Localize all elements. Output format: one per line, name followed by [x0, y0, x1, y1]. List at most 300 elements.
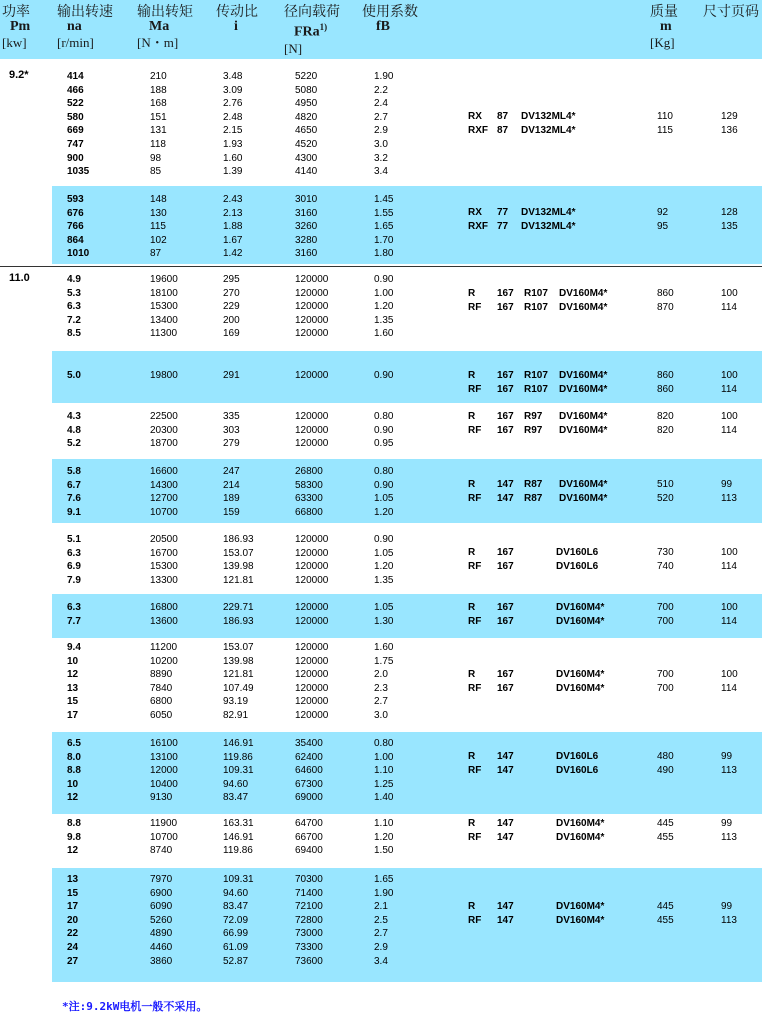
- header-speed-unit: [r/min]: [57, 35, 94, 50]
- cell-fb: 1.20: [374, 561, 394, 573]
- header-power-label: 功率: [2, 3, 30, 19]
- footnote: *注:9.2kW电机一般不采用。: [62, 1000, 208, 1013]
- cell-ma: 6900: [150, 887, 173, 899]
- cell-fr: 120000: [295, 547, 329, 559]
- model-type: R: [468, 602, 476, 613]
- cell-fr: 70300: [295, 874, 323, 885]
- model-type: RXF: [468, 220, 488, 232]
- cell-fb: 1.00: [374, 751, 394, 763]
- cell-ma: 9130: [150, 792, 173, 804]
- cell-na: 8.5: [67, 328, 81, 340]
- cell-ma: 18100: [150, 287, 178, 299]
- page-ref: 114: [721, 424, 737, 436]
- cell-i: 270: [223, 287, 240, 299]
- cell-fb: 1.65: [374, 221, 394, 233]
- cell-ma: 13600: [150, 615, 178, 627]
- cell-i: 121.81: [223, 574, 254, 586]
- cell-fb: 1.90: [374, 887, 394, 899]
- cell-fb: 1.00: [374, 287, 394, 299]
- cell-i: 94.60: [223, 887, 249, 899]
- cell-fr: 69000: [295, 792, 323, 804]
- cell-ma: 168: [150, 98, 167, 110]
- cell-fr: 73300: [295, 942, 323, 953]
- model-type: RF: [468, 301, 482, 313]
- motor-type: DV160M4*: [556, 602, 605, 613]
- cell-fr: 62400: [295, 751, 323, 763]
- cell-i: 214: [223, 479, 240, 491]
- cell-ma: 10200: [150, 655, 178, 667]
- cell-na: 676: [67, 207, 84, 219]
- cell-ma: 15300: [150, 561, 178, 573]
- model-stage: R107: [524, 370, 548, 381]
- cell-na: 6.3: [67, 301, 81, 313]
- cell-ma: 4890: [150, 928, 173, 940]
- cell-fr: 3260: [295, 221, 318, 233]
- mass-value: 490: [657, 764, 674, 776]
- model-type: R: [468, 288, 476, 299]
- cell-fb: 1.60: [374, 642, 394, 653]
- cell-fr: 4140: [295, 166, 318, 178]
- motor-type: DV160M4*: [559, 288, 608, 299]
- cell-ma: 13300: [150, 574, 178, 586]
- cell-fr: 63300: [295, 493, 323, 505]
- cell-fb: 2.5: [374, 914, 388, 926]
- model-stage: R107: [524, 288, 548, 299]
- cell-ma: 18700: [150, 438, 178, 450]
- motor-type: DV160M4*: [556, 831, 605, 843]
- page-ref: 114: [721, 682, 737, 694]
- page-ref: 100: [721, 411, 738, 422]
- cell-ma: 10700: [150, 831, 178, 843]
- cell-i: 303: [223, 424, 240, 436]
- cell-fr: 64600: [295, 765, 323, 777]
- cell-fb: 0.95: [374, 438, 394, 450]
- mass-value: 730: [657, 547, 674, 558]
- cell-ma: 12700: [150, 493, 178, 505]
- model-size: 77: [497, 220, 509, 232]
- page-ref: 100: [721, 547, 738, 558]
- model-type: RF: [468, 383, 482, 395]
- cell-i: 139.98: [223, 561, 254, 573]
- cell-ma: 11300: [150, 328, 178, 340]
- header-page: [703, 3, 759, 19]
- cell-fb: 0.90: [374, 424, 394, 436]
- cell-na: 17: [67, 901, 79, 913]
- cell-na: 4.8: [67, 424, 81, 436]
- model-type: RF: [468, 764, 482, 776]
- cell-i: 94.60: [223, 778, 249, 790]
- cell-i: 72.09: [223, 914, 249, 926]
- cell-na: 20: [67, 914, 79, 926]
- cell-i: 1.39: [223, 166, 243, 178]
- cell-fr: 66800: [295, 506, 323, 518]
- cell-ma: 14300: [150, 479, 178, 491]
- page-ref: 113: [721, 831, 737, 843]
- cell-ma: 5260: [150, 914, 173, 926]
- model-type: RF: [468, 560, 482, 572]
- model-size: 147: [497, 818, 514, 829]
- cell-fr: 4300: [295, 152, 318, 164]
- cell-na: 12: [67, 792, 79, 804]
- page-ref: 129: [721, 111, 738, 122]
- cell-na: 8.8: [67, 818, 81, 829]
- cell-fb: 1.10: [374, 765, 394, 777]
- motor-type: DV160M4*: [556, 901, 605, 912]
- page-ref: 114: [721, 383, 737, 395]
- model-stage: R97: [524, 424, 543, 436]
- cell-na: 669: [67, 125, 84, 137]
- cell-i: 3.09: [223, 84, 243, 96]
- cell-fb: 1.55: [374, 207, 394, 219]
- cell-i: 82.91: [223, 710, 249, 721]
- motor-type: DV160M4*: [559, 383, 608, 395]
- mass-value: 860: [657, 370, 674, 381]
- cell-fr: 4520: [295, 139, 318, 150]
- cell-fb: 0.80: [374, 411, 394, 422]
- model-size: 167: [497, 602, 514, 613]
- cell-fb: 1.20: [374, 831, 394, 843]
- cell-i: 61.09: [223, 942, 249, 953]
- cell-fb: 0.80: [374, 466, 394, 477]
- cell-i: 93.19: [223, 696, 249, 708]
- cell-i: 109.31: [223, 765, 254, 777]
- cell-fr: 120000: [295, 370, 329, 381]
- cell-fr: 3160: [295, 248, 318, 260]
- cell-fr: 69400: [295, 845, 323, 857]
- header-power-unit: [kw]: [2, 35, 27, 50]
- cell-fr: 120000: [295, 710, 329, 721]
- model-size: 147: [497, 764, 514, 776]
- motor-type: DV160M4*: [559, 370, 608, 381]
- model-size: 167: [497, 615, 514, 627]
- header-mass: [650, 3, 678, 51]
- header-ratio: [216, 3, 258, 35]
- page-ref: 113: [721, 914, 737, 926]
- cell-i: 66.99: [223, 928, 249, 940]
- motor-type: DV160L6: [556, 547, 599, 558]
- model-type: R: [468, 901, 476, 912]
- cell-fr: 120000: [295, 424, 329, 436]
- mass-value: 860: [657, 383, 674, 395]
- motor-type: DV160L6: [556, 764, 599, 776]
- cell-fb: 3.0: [374, 139, 388, 150]
- cell-ma: 16600: [150, 466, 178, 477]
- cell-fb: 1.80: [374, 248, 394, 260]
- mass-value: 700: [657, 669, 674, 680]
- model-size: 167: [497, 411, 514, 422]
- cell-i: 119.86: [223, 751, 253, 763]
- cell-ma: 118: [150, 139, 166, 150]
- model-type: RXF: [468, 124, 488, 136]
- motor-type: DV160M4*: [559, 301, 608, 313]
- cell-i: 229.71: [223, 602, 254, 613]
- cell-na: 5.2: [67, 438, 81, 450]
- cell-na: 466: [67, 84, 84, 96]
- cell-i: 229: [223, 301, 240, 313]
- page-ref: 114: [721, 615, 737, 627]
- cell-fr: 120000: [295, 314, 329, 326]
- cell-ma: 6050: [150, 710, 173, 721]
- cell-i: 200: [223, 314, 240, 326]
- cell-na: 580: [67, 111, 84, 123]
- cell-fr: 5220: [295, 71, 318, 82]
- page-ref: 113: [721, 492, 737, 504]
- cell-i: 3.48: [223, 71, 243, 82]
- cell-ma: 12000: [150, 765, 178, 777]
- cell-ma: 8740: [150, 845, 173, 857]
- cell-fr: 120000: [295, 301, 329, 313]
- cell-fb: 1.35: [374, 314, 394, 326]
- header-load-label: 径向载荷: [284, 3, 340, 19]
- model-size: 167: [497, 424, 514, 436]
- cell-i: 159: [223, 506, 240, 518]
- cell-fr: 120000: [295, 274, 329, 285]
- page-ref: 99: [721, 901, 733, 912]
- motor-type: DV160M4*: [559, 411, 608, 422]
- motor-type: DV160M4*: [559, 479, 608, 490]
- cell-na: 7.9: [67, 574, 81, 586]
- power-value: 11.0: [9, 272, 30, 284]
- cell-fr: 120000: [295, 328, 329, 340]
- model-size: 147: [497, 751, 514, 762]
- model-type: RX: [468, 111, 482, 122]
- cell-na: 414: [67, 71, 84, 82]
- motor-type: DV160M4*: [559, 424, 608, 436]
- cell-i: 83.47: [223, 901, 249, 913]
- cell-fb: 2.7: [374, 111, 388, 123]
- cell-fb: 2.9: [374, 125, 388, 137]
- model-type: RF: [468, 682, 482, 694]
- cell-i: 146.91: [223, 831, 254, 843]
- mass-value: 445: [657, 901, 674, 912]
- mass-value: 820: [657, 424, 674, 436]
- cell-fb: 1.90: [374, 71, 394, 82]
- cell-fb: 2.9: [374, 942, 388, 953]
- cell-i: 335: [223, 411, 240, 422]
- model-size: 167: [497, 301, 514, 313]
- cell-na: 15: [67, 887, 79, 899]
- cell-fb: 1.05: [374, 493, 394, 505]
- header-torque-label: 输出转矩: [137, 3, 193, 19]
- cell-i: 107.49: [223, 682, 254, 694]
- header-torque: [137, 3, 193, 51]
- cell-ma: 15300: [150, 301, 178, 313]
- cell-na: 1035: [67, 166, 90, 178]
- cell-na: 6.5: [67, 738, 81, 749]
- cell-fb: 1.10: [374, 818, 394, 829]
- motor-type: DV160M4*: [556, 615, 605, 627]
- cell-fb: 1.05: [374, 547, 394, 559]
- cell-i: 291: [223, 370, 240, 381]
- model-size: 167: [497, 370, 514, 381]
- mass-value: 480: [657, 751, 674, 762]
- cell-fr: 35400: [295, 738, 323, 749]
- header-factor: [362, 3, 418, 35]
- cell-ma: 6090: [150, 901, 173, 913]
- cell-i: 1.93: [223, 139, 243, 150]
- cell-i: 2.76: [223, 98, 243, 110]
- mass-value: 95: [657, 220, 669, 232]
- cell-na: 747: [67, 139, 84, 150]
- cell-i: 119.86: [223, 845, 253, 857]
- mass-value: 110: [657, 111, 673, 122]
- cell-ma: 7970: [150, 874, 173, 885]
- cell-ma: 188: [150, 84, 167, 96]
- cell-na: 593: [67, 194, 84, 205]
- mass-value: 740: [657, 560, 674, 572]
- cell-fb: 2.1: [374, 901, 388, 913]
- section-divider: [0, 266, 762, 267]
- cell-fr: 73600: [295, 955, 323, 967]
- motor-type: DV160M4*: [556, 669, 605, 680]
- cell-na: 7.2: [67, 314, 81, 326]
- model-size: 87: [497, 111, 509, 122]
- cell-i: 153.07: [223, 547, 254, 559]
- cell-fb: 1.45: [374, 194, 394, 205]
- model-stage: R87: [524, 479, 543, 490]
- cell-na: 10: [67, 778, 79, 790]
- cell-fb: 3.4: [374, 166, 388, 178]
- motor-type: DV132ML4*: [521, 111, 576, 122]
- mass-value: 520: [657, 492, 674, 504]
- motor-type: DV160M4*: [556, 818, 605, 829]
- mass-value: 700: [657, 682, 674, 694]
- cell-ma: 11900: [150, 818, 178, 829]
- cell-fb: 1.35: [374, 574, 394, 586]
- cell-i: 186.93: [223, 534, 254, 545]
- header-factor-label: 使用系数: [362, 3, 418, 19]
- model-type: R: [468, 818, 476, 829]
- cell-fr: 120000: [295, 438, 329, 450]
- cell-na: 7.7: [67, 615, 81, 627]
- header-speed: [57, 3, 113, 51]
- cell-na: 8.8: [67, 765, 81, 777]
- cell-fr: 3280: [295, 234, 318, 246]
- cell-na: 7.6: [67, 493, 81, 505]
- cell-fb: 1.65: [374, 874, 394, 885]
- cell-i: 139.98: [223, 655, 254, 667]
- header-mass-symbol: m: [660, 19, 672, 34]
- motor-type: DV160L6: [556, 560, 599, 572]
- cell-ma: 7840: [150, 682, 173, 694]
- model-size: 77: [497, 207, 509, 218]
- cell-fb: 2.0: [374, 669, 388, 681]
- page-ref: 99: [721, 751, 733, 762]
- cell-ma: 8890: [150, 669, 173, 681]
- cell-fb: 2.7: [374, 696, 388, 708]
- cell-fr: 26800: [295, 466, 323, 477]
- cell-fb: 0.90: [374, 534, 394, 545]
- mass-value: 455: [657, 914, 674, 926]
- cell-fb: 2.4: [374, 98, 388, 110]
- header-speed-symbol: na: [67, 19, 82, 34]
- cell-ma: 148: [150, 194, 167, 205]
- motor-type: DV160M4*: [556, 914, 605, 926]
- header-factor-symbol: fB: [376, 19, 390, 34]
- page-ref: 100: [721, 370, 738, 381]
- cell-ma: 131: [150, 125, 167, 137]
- cell-na: 5.1: [67, 534, 81, 545]
- cell-ma: 16800: [150, 602, 178, 613]
- cell-ma: 11200: [150, 642, 178, 653]
- cell-ma: 13100: [150, 751, 178, 763]
- header-load-symbol: FRa$^{1)}$: [294, 22, 328, 40]
- cell-i: 295: [223, 274, 240, 285]
- cell-fr: 3010: [295, 194, 318, 205]
- cell-fr: 3160: [295, 207, 318, 219]
- header-power: [2, 3, 30, 51]
- cell-na: 5.0: [67, 370, 81, 381]
- cell-fr: 72800: [295, 914, 323, 926]
- cell-i: 1.60: [223, 152, 243, 164]
- header-load: [284, 3, 340, 57]
- mass-value: 445: [657, 818, 674, 829]
- page-ref: 136: [721, 124, 738, 136]
- header-mass-label: 质量: [650, 3, 678, 19]
- cell-na: 6.3: [67, 602, 81, 613]
- cell-fb: 1.50: [374, 845, 394, 857]
- mass-value: 860: [657, 288, 674, 299]
- cell-i: 146.91: [223, 738, 254, 749]
- model-size: 167: [497, 682, 514, 694]
- page-ref: 135: [721, 220, 738, 232]
- cell-fr: 120000: [295, 602, 329, 613]
- cell-fr: 120000: [295, 411, 329, 422]
- cell-ma: 6800: [150, 696, 173, 708]
- cell-na: 17: [67, 710, 79, 721]
- cell-fb: 1.40: [374, 792, 394, 804]
- cell-ma: 3860: [150, 955, 173, 967]
- model-stage: R107: [524, 383, 548, 395]
- header-power-symbol: Pm: [10, 19, 31, 34]
- cell-fr: 120000: [295, 615, 329, 627]
- cell-fb: 2.7: [374, 928, 388, 940]
- cell-fr: 4950: [295, 98, 318, 110]
- model-type: RF: [468, 914, 482, 926]
- cell-na: 10: [67, 655, 79, 667]
- cell-na: 6.3: [67, 547, 81, 559]
- cell-fb: 1.20: [374, 506, 394, 518]
- cell-fb: 1.70: [374, 234, 394, 246]
- model-size: 147: [497, 831, 514, 843]
- cell-fr: 120000: [295, 669, 329, 681]
- cell-na: 15: [67, 696, 79, 708]
- cell-i: 2.15: [223, 125, 243, 137]
- cell-fr: 120000: [295, 655, 329, 667]
- motor-type: DV160M4*: [556, 682, 605, 694]
- model-type: R: [468, 370, 476, 381]
- model-type: RF: [468, 424, 482, 436]
- cell-i: 83.47: [223, 792, 249, 804]
- cell-na: 4.9: [67, 274, 81, 285]
- cell-ma: 4460: [150, 942, 173, 953]
- cell-na: 6.9: [67, 561, 81, 573]
- cell-fb: 1.25: [374, 778, 394, 790]
- cell-fb: 0.90: [374, 479, 394, 491]
- mass-value: 700: [657, 602, 674, 613]
- cell-fr: 72100: [295, 901, 323, 913]
- header-torque-symbol: Ma: [149, 19, 170, 34]
- footnote-ref: 1): [319, 22, 328, 32]
- model-size: 167: [497, 669, 514, 680]
- model-size: 147: [497, 914, 514, 926]
- page-ref: 128: [721, 207, 738, 218]
- model-size: 167: [497, 383, 514, 395]
- page-ref: 113: [721, 764, 737, 776]
- cell-fb: 2.3: [374, 682, 388, 694]
- page-ref: 99: [721, 818, 733, 829]
- header-speed-label: 输出转速: [57, 3, 113, 19]
